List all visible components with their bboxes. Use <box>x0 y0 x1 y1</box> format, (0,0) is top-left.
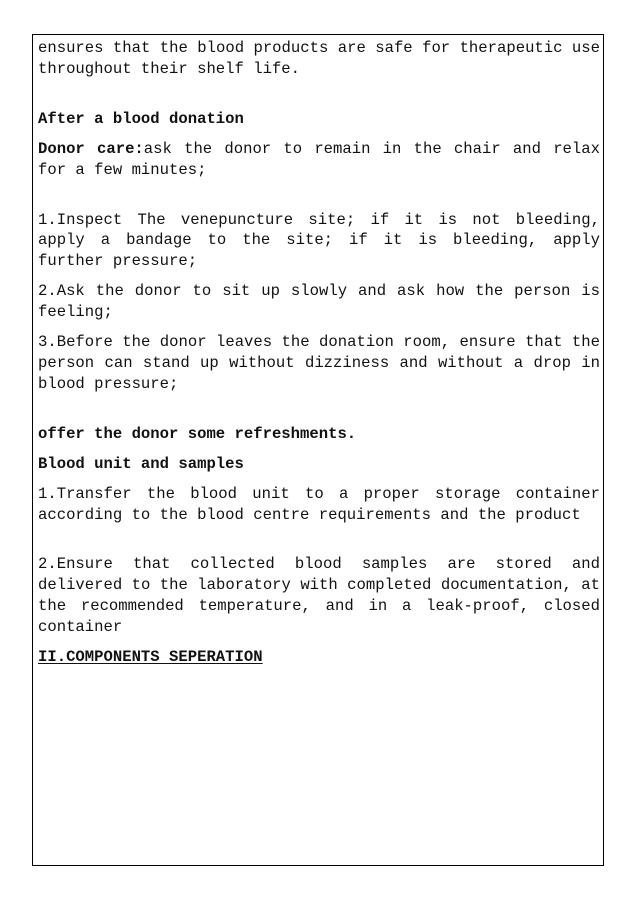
donor-step-3: 3.Before the donor leaves the donation room, ensure that the person can stand up without dizziness and without a drop in blood pressure; <box>38 333 600 393</box>
document-body <box>38 38 600 668</box>
after-donation-heading: After a blood donation <box>38 109 244 128</box>
intro-paragraph: ensures that the blood products are safe for therapeutic use throughout their shelf life. <box>38 39 600 78</box>
donor-care-text: ask the donor to remain in the chair and relax for a few minutes; <box>38 139 600 179</box>
donor-care-label: Donor care: <box>38 139 144 158</box>
blood-unit-step-1: 1.Transfer the blood unit to a proper storage container according to the blood centre requirements and the product <box>38 484 600 524</box>
section-heading: II.COMPONENTS SEPERATION <box>38 648 263 667</box>
blood-unit-heading: Blood unit and samples <box>38 454 244 473</box>
donor-step-2: 2.Ask the donor to sit up slowly and ask how the person is feeling; <box>38 282 600 322</box>
blood-unit-step-2: 2.Ensure that collected blood samples are stored and delivered to the laboratory with completed documentation, at the recommended temperature, and in a leak-proof, closed container <box>38 555 600 637</box>
donor-care-paragraph <box>38 139 600 181</box>
refreshments-heading: offer the donor some refreshments. <box>38 424 357 443</box>
donor-step-1: 1.Inspect The venepuncture site; if it is not bleeding, apply a bandage to the site; if it is bleeding, apply further pressure; <box>38 210 600 271</box>
